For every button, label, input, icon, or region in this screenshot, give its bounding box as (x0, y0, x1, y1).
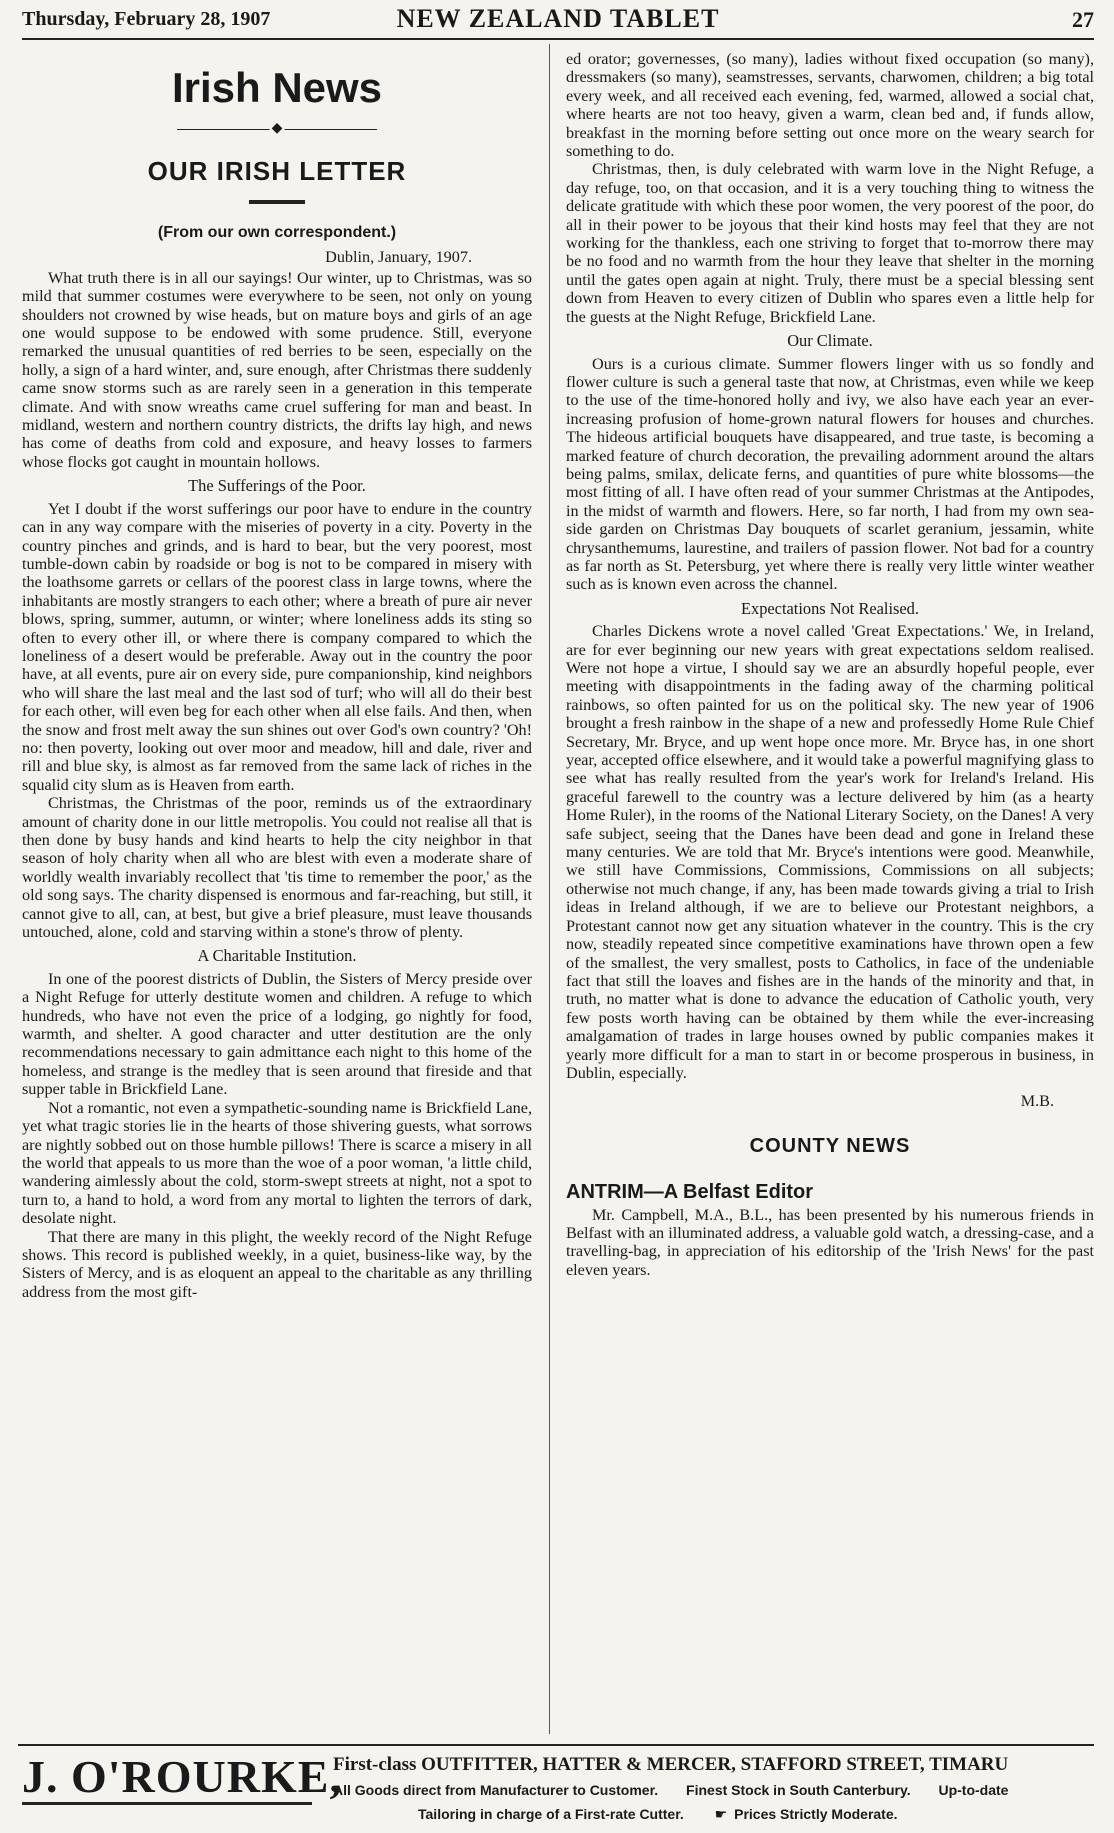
article-title: ANTRIM—A Belfast Editor (566, 1181, 814, 1204)
newspaper-title: NEW ZEALAND TABLET (396, 4, 720, 33)
article-title: OUR IRISH LETTER (147, 156, 407, 186)
short-rule (249, 200, 305, 204)
dateline: Dublin, January, 1907. (325, 248, 472, 267)
paragraph: ed orator; governesses, (so many), ladies without fixed occupation (so many), dressmakers (so many), seamstresses, servants, charwomen, children; a big total every week, and all received each evening, fed, warmed, allowed a social chat, where hearts are not too heavy, given a warm, clean bed and, if funds allow, breakfast in the morning before setting out once more on the weary search for something to do. (566, 50, 1094, 161)
page-number: 27 (1072, 7, 1094, 32)
ad-text: Prices Strictly Moderate. (734, 1806, 898, 1822)
paragraph: Mr. Campbell, M.A., B.L., has been presented by his numerous friends in Belfast with an illuminated address, a valuable gold watch, a dressing-case, and a travelling-bag, in appreciation of his editorship of the 'Irish News' for the past eleven years. (566, 1205, 1094, 1279)
ad-line: First-class OUTFITTER, HATTER & MERCER, STAFFORD STREET, TIMARU (333, 1754, 1009, 1775)
paragraph: Christmas, then, is duly celebrated with warm love in the Night Refuge, a day refuge, too, on that occasion, and it is a very touching thing to witness the delicate gratitude with which these poor women, the very poorest of the poor, do all in their power to be joyous that their kind hosts may feel that they are not working for the thankless, each one striving to forget that to-morrow there may be no food and no warmth from the hour they leave that shelter in the morning until the gates open again at night. Truly, there must be a special blessing sent down from Heaven to every citizen of Dublin who spares even a little help for the guests at the Night Refuge, Brickfield Lane. (566, 160, 1094, 326)
name-underline (22, 1802, 312, 1805)
signature: M.B. (1020, 1092, 1054, 1111)
diamond-ornament-icon: ◆ (271, 121, 283, 136)
section-heading: Irish News (171, 64, 383, 111)
subheading: Expectations Not Realised. (741, 598, 919, 618)
paragraph: What truth there is in all our sayings! Our winter, up to Christmas, was so mild that summer costumes were everywhere to be seen, not only on young shoulders not crowned by wise heads, but on mature boys and girls of an age one would suppose to be endowed with some prudence. Still, everyone remarked the unusual quantities of red berries to be seen, especially on the holly, a sign of a hard winter, and, sure enough, after Christmas there suddenly came snow storms such as are rarely seen in a generation in this temperate climate. And with snow wreaths came cruel suffering for man and beast. In midland, western and northern country districts, the drifts lay high, and news has come of deaths from cold and exposure, and heavy losses to farmers whose flocks got caught in mountain hollows. (22, 268, 532, 471)
ad-text: All Goods direct from Manufacturer to Customer. (333, 1782, 659, 1798)
paragraph: That there are many in this plight, the weekly record of the Night Refuge shows. This record is published weekly, in a quiet, business-like way, by the Sisters of Mercy, and is as eloquent an appeal to the charitable as any thrilling address from the most gift- (22, 1227, 532, 1301)
ornamental-rule (22, 122, 532, 136)
column-divider (549, 44, 550, 1734)
issue-date: Thursday, February 28, 1907 (22, 8, 271, 30)
ad-text: Finest Stock in South Canterbury. (686, 1782, 911, 1798)
subheading: The Sufferings of the Poor. (188, 476, 366, 496)
advertisement-banner (18, 1744, 1094, 1830)
paragraph: Not a romantic, not even a sympathetic-sounding name is Brickfield Lane, yet what tragic stories lie in the hearts of those shivering guests, what sorrows are nightly sobbed out on those humble pillows! There is scarce a misery in all the world that appeals to us more than the woe of a poor woman, 'a little child, wandering aimlessly about the cold, storm-swept streets at night, not a spot to turn to, a hand to hold, a word from any mortal to lighten the terrors of dark, desolate night. (22, 1098, 532, 1228)
ad-text: Tailoring in charge of a First-rate Cutter. (418, 1806, 684, 1822)
paragraph: In one of the poorest districts of Dublin, the Sisters of Mercy preside over a Night Refuge for utterly destitute women and children. A refuge to which hundreds, who have not even the price of a lodging, go nightly for food, warmth, and shelter. A good character and utter destitution are the only recommendations necessary to gain admittance each night to this home of the homeless, and strange is the medley that is seen around that fireside and that supper table in Brickfield Lane. (22, 969, 532, 1099)
subheading: Our Climate. (787, 331, 873, 351)
paragraph: Yet I doubt if the worst sufferings our poor have to endure in the country can in any way compare with the miseries of poverty in a city. Poverty in the country pinches and grinds, and is hard to bear, but the very poorest, most tumble-down cabin by roadside or bog is not to be compared in misery with the loathsome garrets or cellars of the poorest class in large towns, where the inhabitants are mostly strangers to each other; where a breath of pure air never blows, spring, summer, autumn, or winter; where loneliness adds its sting so often to every other ill, or where there is company compared to which the loneliness of a desert would be preferable. Away out in the country the poor have, at all events, pure air on every side, pure companionship, kind neighbors who will share the last meal and the last sod of turf; who will all do their best for each other, will even beg for each other when all else fails. And then, when the snow and frost melt away the sun shines out over God's own country? 'Oh! no: then poverty, looking out over moor and meadow, hill and dale, river and rill and blue sky, is almost as far removed from the same lack of riches in the squalid city slum as is Heaven from earth. (22, 499, 532, 794)
ad-text: Up-to-date (938, 1782, 1009, 1798)
byline: (From our own correspondent.) (157, 224, 397, 241)
subheading: A Charitable Institution. (197, 946, 357, 966)
left-column (22, 50, 532, 1730)
pointing-hand-icon: ☛ (714, 1806, 728, 1822)
page-header (22, 4, 1094, 40)
paragraph: Ours is a curious climate. Summer flowers linger with us so fondly and flower culture is such a general taste that now, at Christmas, even while we keep to the use of the time-honored holly and ivy, we also have each year an ever-increasing profusion of home-grown natural flowers for houses and churches. The hideous artificial bouquets have disappeared, and true taste, is becoming a marked feature of church decoration, the prevailing adornment around the altars being palms, smilax, delicate ferns, and quantities of pure white blossoms—the most fitting of all. I have often read of your summer Christmas at the Antipodes, in the midst of warmth and flowers. Here, so far north, I had from my own sea-side garden on Christmas Day bouquets of scarlet geranium, jessamin, white chrysanthemums, laurestine, and trailers of passion flower. Not bad for a country as far north as St. Petersburg, yet where there is really very little winter weather such as is known even across the channel. (566, 354, 1094, 594)
paragraph: Christmas, the Christmas of the poor, reminds us of the extraordinary amount of charity done in our little metropolis. You could not realise all that is then done by busy hands and kind hearts to help the city neighbor in that season of holy charity when all who are blest with even a moderate share of worldly wealth invariably recollect that 'tis time to remember the poor,' as the old song says. The charity dispensed is enormous and far-reaching, but still, it cannot give to all, can, at best, but give a brief pleasure, must leave thousands untouched, alone, cold and starving within a stone's throw of plenty. (22, 794, 532, 942)
paragraph: Charles Dickens wrote a novel called 'Great Expectations.' We, in Ireland, are for ever beginning our new years with great expectations seldom realised. Were not hope a virtue, I should say we are an absurdly hopeful people, ever meeting with disappointments in the fading away of the charming political rainbows, so often painted for us on the political sky. The new year of 1906 brought a fresh rainbow in the shape of a new and professedly Home Rule Chief Secretary, Mr. Bryce, and up went hope once more. Mr. Bryce has, in one short year, accepted office elsewhere, and it would take a powerful magnifying glass to see what has really resulted from the year's work for Ireland's Ireland. His graceful farewell to the country was a lecture delivered by him (as a hearty Home Ruler), in the rooms of the National Literary Society, on the Danes! A very safe subject, seeing that the Danes have been dead and gone in Ireland these many centuries. We are told that Mr. Bryce's intentions were good. Meanwhile, we still have Commissions, Commissions, Commissions on all subjects; otherwise not much change, if any, has been made towards giving a trial to Irish ideas in Ireland although, if we are to believe our Protestant neighbors, a Protestant cannot now get any situation whatever in the country. This is the cry now, steadily repeated since competitive examinations have thrown open a few of the smallest, the very smallest, posts to Catholics, in face of the undeniable fact that still the loaves and fishes are in the hands of the minority and that, in truth, no matter what is done to advance the education of Catholic youth, very few posts worth having can be obtained by them while the ever-increasing amalgamation of trades in large houses owned by public companies makes it yearly more difficult for a man to start in or become prosperous in business, in Dublin, especially. (566, 622, 1094, 1082)
ad-line (418, 1806, 1078, 1823)
advertiser-name: J. O'ROURKE, (22, 1751, 342, 1802)
right-column (566, 50, 1094, 1730)
ad-line (333, 1782, 1093, 1798)
section-heading: COUNTY NEWS (749, 1134, 911, 1157)
